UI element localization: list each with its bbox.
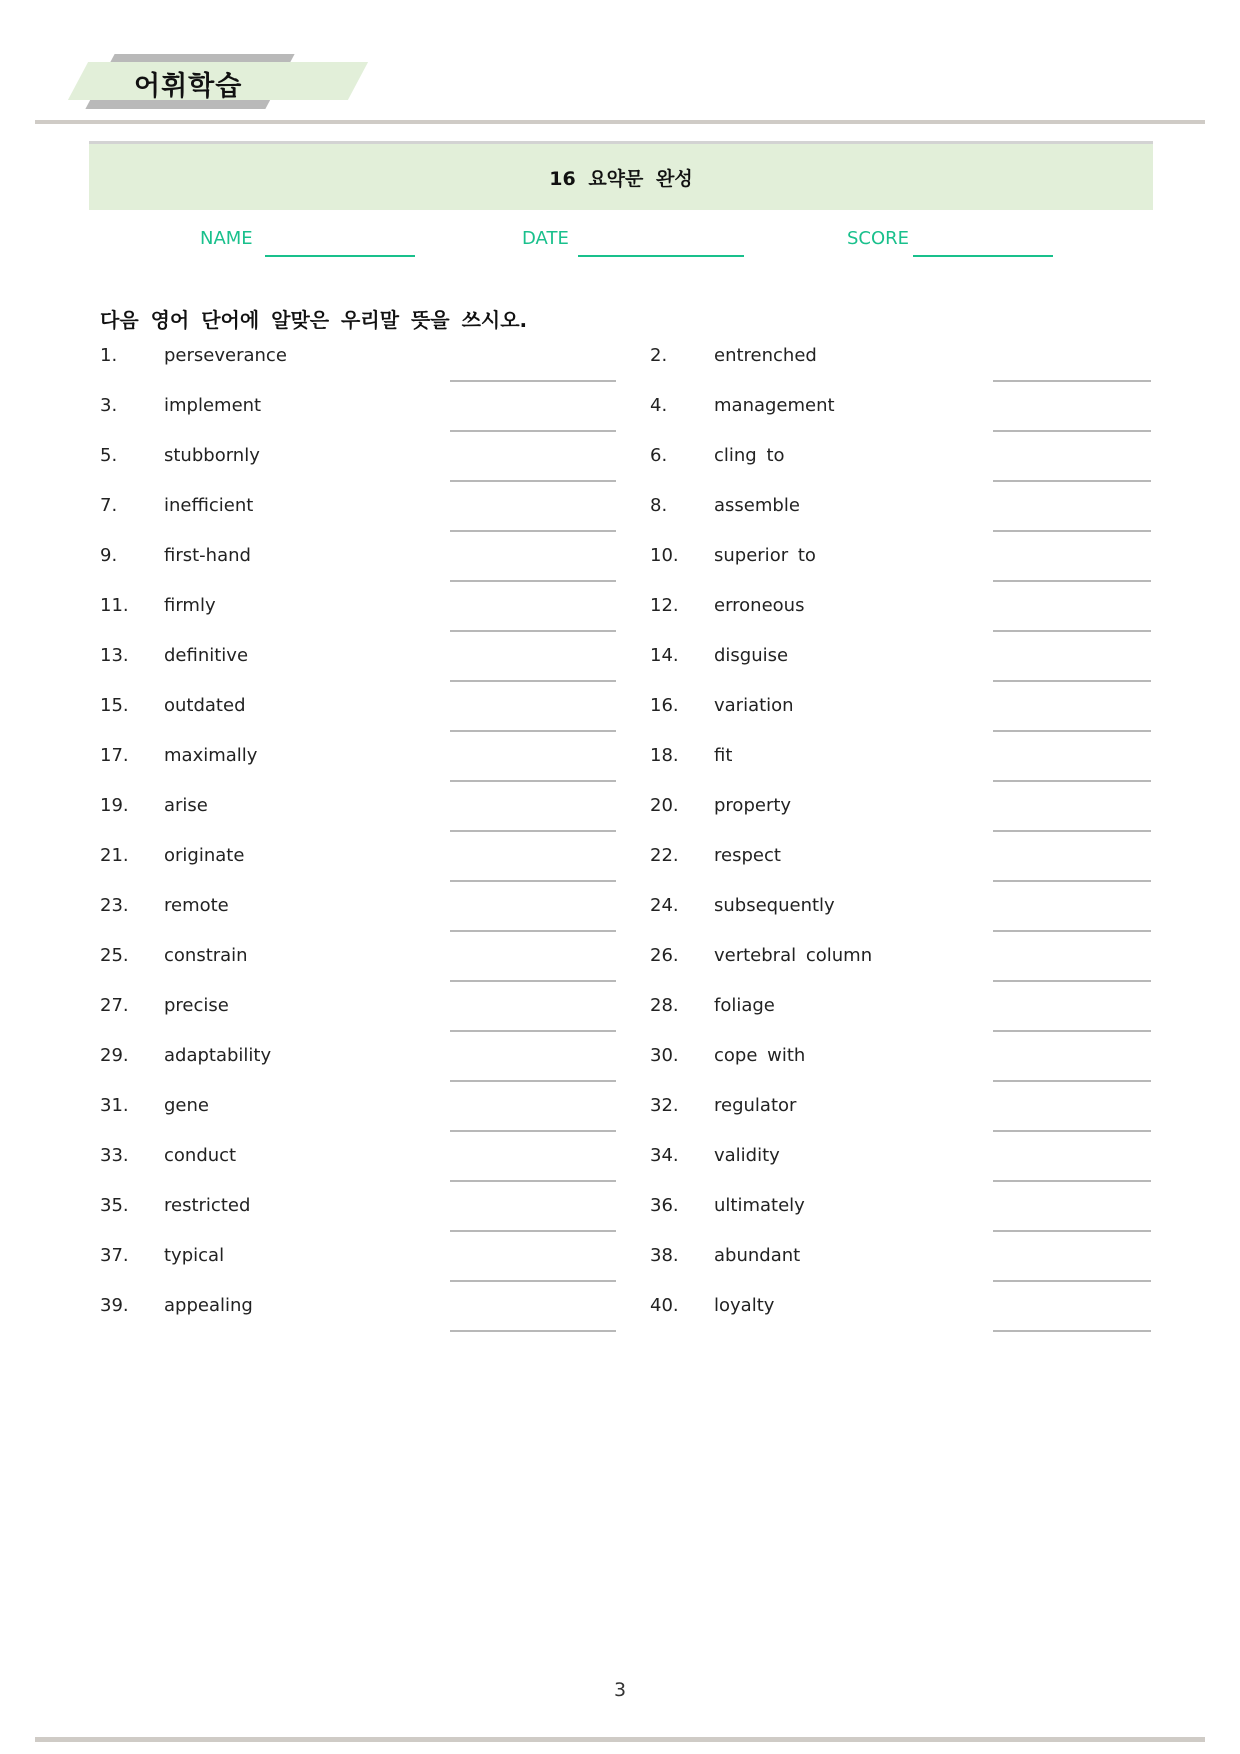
list-item (100, 395, 620, 445)
worksheet-title: 16 요약문 완성 (549, 167, 693, 190)
list-item (650, 1095, 1150, 1145)
list-item (650, 895, 1150, 945)
item-number: 38. (650, 1245, 679, 1266)
item-number: 32. (650, 1095, 679, 1116)
item-word: first-hand (164, 545, 251, 566)
answer-blank[interactable] (993, 830, 1151, 832)
answer-blank[interactable] (450, 1130, 616, 1132)
instruction: 다음 영어 단어에 알맞은 우리말 뜻을 쓰시오. (100, 308, 528, 332)
list-item (100, 1245, 620, 1295)
item-number: 31. (100, 1095, 129, 1116)
item-number: 12. (650, 595, 679, 616)
list-item (650, 445, 1150, 495)
item-number: 11. (100, 595, 129, 616)
list-item (100, 445, 620, 495)
title-box (89, 141, 1153, 210)
list-item (100, 945, 620, 995)
item-word: conduct (164, 1145, 237, 1166)
item-word: ultimately (714, 1195, 805, 1216)
list-item (650, 345, 1150, 395)
item-word: appealing (164, 1295, 253, 1316)
answer-blank[interactable] (450, 430, 616, 432)
answer-blank[interactable] (450, 880, 616, 882)
item-word: management (714, 395, 835, 416)
list-item (100, 995, 620, 1045)
item-word: erroneous (714, 595, 805, 616)
name-field[interactable] (265, 255, 415, 257)
item-number: 40. (650, 1295, 679, 1316)
list-item (650, 1245, 1150, 1295)
list-item (100, 1195, 620, 1245)
item-word: inefficient (164, 495, 254, 516)
answer-blank[interactable] (450, 530, 616, 532)
answer-blank[interactable] (993, 1130, 1151, 1132)
item-number: 2. (650, 345, 668, 366)
item-number: 5. (100, 445, 118, 466)
item-word: vertebral column (714, 945, 873, 966)
section-tag (60, 54, 370, 114)
list-item (100, 795, 620, 845)
answer-blank[interactable] (993, 480, 1151, 482)
item-number: 9. (100, 545, 118, 566)
item-number: 19. (100, 795, 129, 816)
answer-blank[interactable] (993, 1280, 1151, 1282)
list-item (650, 845, 1150, 895)
list-item (650, 1045, 1150, 1095)
item-word: validity (714, 1145, 780, 1166)
item-word: precise (164, 995, 229, 1016)
list-item (650, 595, 1150, 645)
answer-blank[interactable] (993, 1080, 1151, 1082)
list-item (650, 1195, 1150, 1245)
answer-blank[interactable] (450, 1330, 616, 1332)
item-number: 15. (100, 695, 129, 716)
item-number: 3. (100, 395, 118, 416)
list-item (650, 795, 1150, 845)
item-number: 37. (100, 1245, 129, 1266)
item-word: perseverance (164, 345, 287, 366)
item-word: remote (164, 895, 229, 916)
item-number: 28. (650, 995, 679, 1016)
item-number: 6. (650, 445, 668, 466)
item-number: 17. (100, 745, 129, 766)
list-item (100, 845, 620, 895)
item-word: maximally (164, 745, 258, 766)
section-tag-label: 어휘학습 (134, 71, 243, 102)
item-word: stubbornly (164, 445, 260, 466)
item-word: gene (164, 1095, 209, 1116)
item-word: outdated (164, 695, 246, 716)
answer-blank[interactable] (450, 380, 616, 382)
answer-blank[interactable] (450, 830, 616, 832)
list-item (650, 645, 1150, 695)
item-number: 36. (650, 1195, 679, 1216)
answer-blank[interactable] (993, 680, 1151, 682)
answer-blank[interactable] (450, 930, 616, 932)
answer-blank[interactable] (450, 730, 616, 732)
item-number: 8. (650, 495, 668, 516)
list-item (100, 595, 620, 645)
list-item (100, 345, 620, 395)
list-item (100, 895, 620, 945)
list-item (650, 995, 1150, 1045)
answer-blank[interactable] (450, 630, 616, 632)
answer-blank[interactable] (993, 1330, 1151, 1332)
item-number: 21. (100, 845, 129, 866)
item-word: loyalty (714, 1295, 775, 1316)
page-number: 3 (613, 1679, 627, 1701)
answer-blank[interactable] (450, 980, 616, 982)
item-number: 24. (650, 895, 679, 916)
list-item (650, 495, 1150, 545)
list-item (650, 1145, 1150, 1195)
list-item (100, 495, 620, 545)
answer-blank[interactable] (993, 1030, 1151, 1032)
list-item (100, 1145, 620, 1195)
item-word: arise (164, 795, 208, 816)
list-item (100, 745, 620, 795)
item-number: 20. (650, 795, 679, 816)
list-item (100, 1045, 620, 1095)
answer-blank[interactable] (993, 880, 1151, 882)
item-number: 22. (650, 845, 679, 866)
answer-blank[interactable] (993, 580, 1151, 582)
answer-blank[interactable] (450, 680, 616, 682)
list-item (100, 1295, 620, 1345)
item-number: 34. (650, 1145, 679, 1166)
list-item (650, 395, 1150, 445)
score-label: SCORE (847, 228, 910, 249)
item-word: regulator (714, 1095, 797, 1116)
item-word: foliage (714, 995, 775, 1016)
bottom-rule (35, 1737, 1205, 1742)
item-word: cope with (714, 1045, 806, 1066)
list-item (100, 695, 620, 745)
item-number: 7. (100, 495, 118, 516)
item-word: abundant (714, 1245, 801, 1266)
item-word: disguise (714, 645, 789, 666)
list-item (100, 645, 620, 695)
item-number: 33. (100, 1145, 129, 1166)
answer-blank[interactable] (993, 980, 1151, 982)
item-word: property (714, 795, 792, 816)
answer-blank[interactable] (993, 1180, 1151, 1182)
item-word: cling to (714, 445, 785, 466)
item-number: 4. (650, 395, 668, 416)
item-word: constrain (164, 945, 248, 966)
item-number: 30. (650, 1045, 679, 1066)
list-item (650, 745, 1150, 795)
answer-blank[interactable] (450, 1180, 616, 1182)
answer-blank[interactable] (993, 930, 1151, 932)
item-word: restricted (164, 1195, 251, 1216)
item-number: 27. (100, 995, 129, 1016)
list-item (650, 695, 1150, 745)
answer-blank[interactable] (993, 1230, 1151, 1232)
item-number: 16. (650, 695, 679, 716)
item-word: implement (164, 395, 262, 416)
item-word: originate (164, 845, 245, 866)
answer-blank[interactable] (993, 430, 1151, 432)
answer-blank[interactable] (993, 630, 1151, 632)
name-label: NAME (200, 228, 253, 249)
item-word: adaptability (164, 1045, 272, 1066)
top-rule (35, 120, 1205, 124)
item-word: definitive (164, 645, 249, 666)
item-word: assemble (714, 495, 800, 516)
item-word: superior to (714, 545, 816, 566)
answer-blank[interactable] (993, 780, 1151, 782)
item-word: fit (714, 745, 733, 766)
list-item (650, 545, 1150, 595)
item-number: 29. (100, 1045, 129, 1066)
score-field[interactable] (913, 255, 1053, 257)
answer-blank[interactable] (993, 530, 1151, 532)
answer-blank[interactable] (450, 1030, 616, 1032)
list-item (650, 1295, 1150, 1345)
answer-blank[interactable] (450, 1230, 616, 1232)
item-number: 23. (100, 895, 129, 916)
answer-blank[interactable] (450, 1280, 616, 1282)
date-label: DATE (522, 228, 569, 249)
list-item (650, 945, 1150, 995)
item-number: 14. (650, 645, 679, 666)
list-item (100, 545, 620, 595)
item-word: subsequently (714, 895, 835, 916)
item-number: 1. (100, 345, 118, 366)
item-number: 25. (100, 945, 129, 966)
answer-blank[interactable] (450, 480, 616, 482)
answer-blank[interactable] (450, 580, 616, 582)
answer-blank[interactable] (993, 730, 1151, 732)
item-word: entrenched (714, 345, 817, 366)
item-word: firmly (164, 595, 216, 616)
date-field[interactable] (578, 255, 744, 257)
item-word: typical (164, 1245, 225, 1266)
answer-blank[interactable] (450, 1080, 616, 1082)
item-number: 39. (100, 1295, 129, 1316)
answer-blank[interactable] (450, 780, 616, 782)
item-word: variation (714, 695, 794, 716)
item-number: 35. (100, 1195, 129, 1216)
item-number: 13. (100, 645, 129, 666)
item-number: 10. (650, 545, 679, 566)
item-word: respect (714, 845, 781, 866)
list-item (100, 1095, 620, 1145)
item-number: 18. (650, 745, 679, 766)
answer-blank[interactable] (993, 380, 1151, 382)
item-number: 26. (650, 945, 679, 966)
